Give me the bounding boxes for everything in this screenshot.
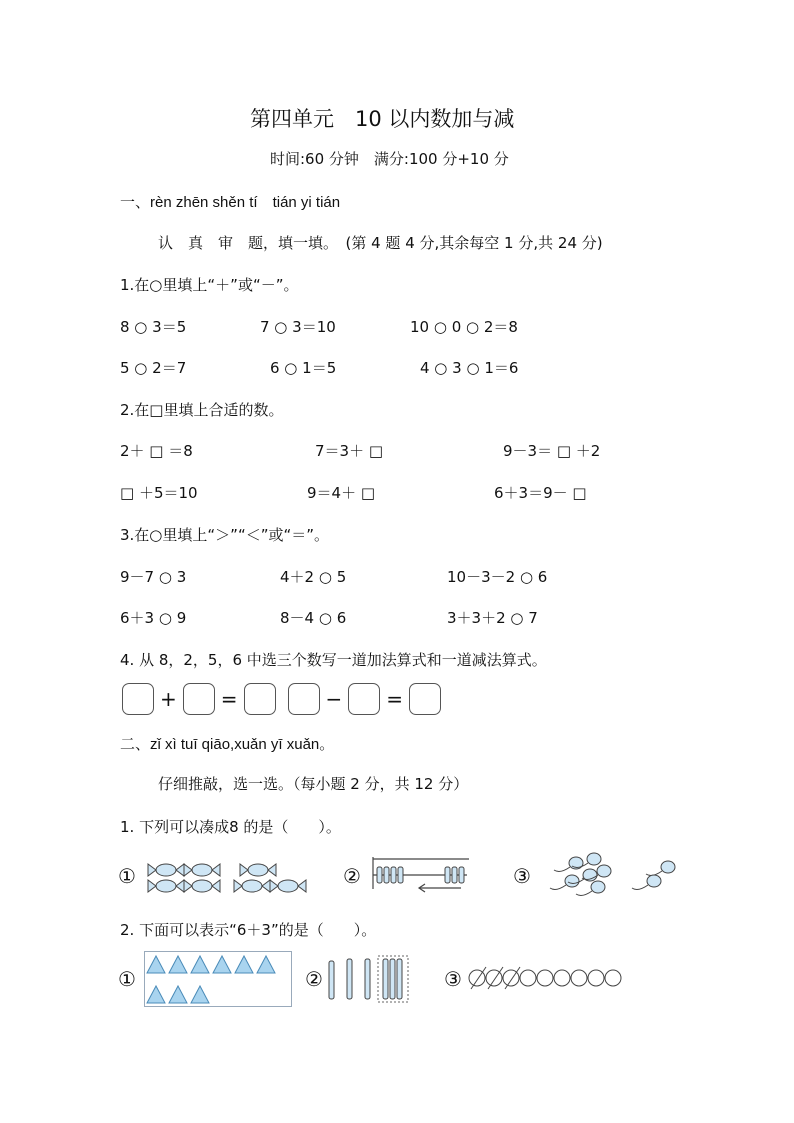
option-1[interactable]: ① [118,864,136,888]
q2-item[interactable]: 9－3＝ □ ＋2 [503,442,601,460]
q1-item[interactable]: 7 ○ 3＝10 [260,318,336,336]
q3-item[interactable]: 6＋3 ○ 9 [120,609,187,627]
q1-item[interactable]: 6 ○ 1＝5 [270,359,337,377]
q2-item[interactable]: 7＝3＋ □ [315,442,384,460]
answer-box[interactable] [409,683,441,715]
q2-item[interactable]: 6＋3＝9－ □ [494,484,587,502]
answer-box[interactable] [183,683,215,715]
answer-box[interactable] [348,683,380,715]
section2-pinyin: 二、zǐ xì tuī qiāo,xuǎn yī xuǎn。 [120,736,335,753]
candy-icon [146,856,306,896]
option-2[interactable]: ② [305,967,323,991]
equals-sign: = [386,687,404,711]
section1-pinyin: 一、rèn zhēn shěn tí tián yi tián [120,194,341,211]
option-2[interactable]: ② [343,864,361,888]
q3-prompt: 3.在○里填上“＞”“＜”或“＝”。 [120,526,330,544]
q3-item[interactable]: 10－3－2 ○ 6 [447,568,548,586]
equals-sign: = [220,687,238,711]
tadpole-icon [540,850,680,900]
plus-sign: + [160,687,177,711]
q2-prompt: 2.在□里填上合适的数。 [120,401,284,419]
minus-sign: − [325,687,343,711]
page-title: 第四单元 10 以内数加与减 [250,107,515,131]
s2-q2-prompt: 2. 下面可以表示“6＋3”的是（ ）。 [120,921,377,939]
answer-box[interactable] [244,683,276,715]
q1-item[interactable]: 4 ○ 3 ○ 1＝6 [420,359,519,377]
q1-item[interactable]: 8 ○ 3＝5 [120,318,187,336]
q4-answer-row [122,683,441,715]
section2-instruction: 仔细推敲，选一选。（每小题 2 分，共 12 分） [158,775,469,793]
option-3[interactable]: ③ [513,864,531,888]
q1-item[interactable]: 5 ○ 2＝7 [120,359,187,377]
answer-box[interactable] [288,683,320,715]
q2-item[interactable]: 2＋ □ ＝8 [120,442,193,460]
triangle-icon [144,951,292,1007]
exam-info: 时间:60 分钟 满分:100 分+10 分 [270,150,509,168]
q3-item[interactable]: 9－7 ○ 3 [120,568,187,586]
q4-prompt: 4. 从 8，2，5，6 中选三个数写一道加法算式和一道减法算式。 [120,651,547,669]
section1-instruction: 认 真 审 题，填一填。 (第 4 题 4 分,其余每空 1 分,共 24 分) [158,234,603,252]
q2-item[interactable]: 9＝4＋ □ [307,484,376,502]
stick-icon [327,955,417,1003]
abacus-icon [369,857,469,891]
q1-prompt: 1.在○里填上“＋”或“－”。 [120,276,299,294]
s2-q1-prompt: 1. 下列可以凑成8 的是（ ）。 [120,818,341,836]
q3-item[interactable]: 3＋3＋2 ○ 7 [447,609,538,627]
option-3[interactable]: ③ [444,967,462,991]
answer-box[interactable] [122,683,154,715]
q1-item[interactable]: 10 ○ 0 ○ 2＝8 [410,318,518,336]
option-1[interactable]: ① [118,967,136,991]
q3-item[interactable]: 8－4 ○ 6 [280,609,347,627]
q3-item[interactable]: 4＋2 ○ 5 [280,568,347,586]
circle-icon [468,967,648,991]
q2-item[interactable]: □ ＋5＝10 [120,484,198,502]
